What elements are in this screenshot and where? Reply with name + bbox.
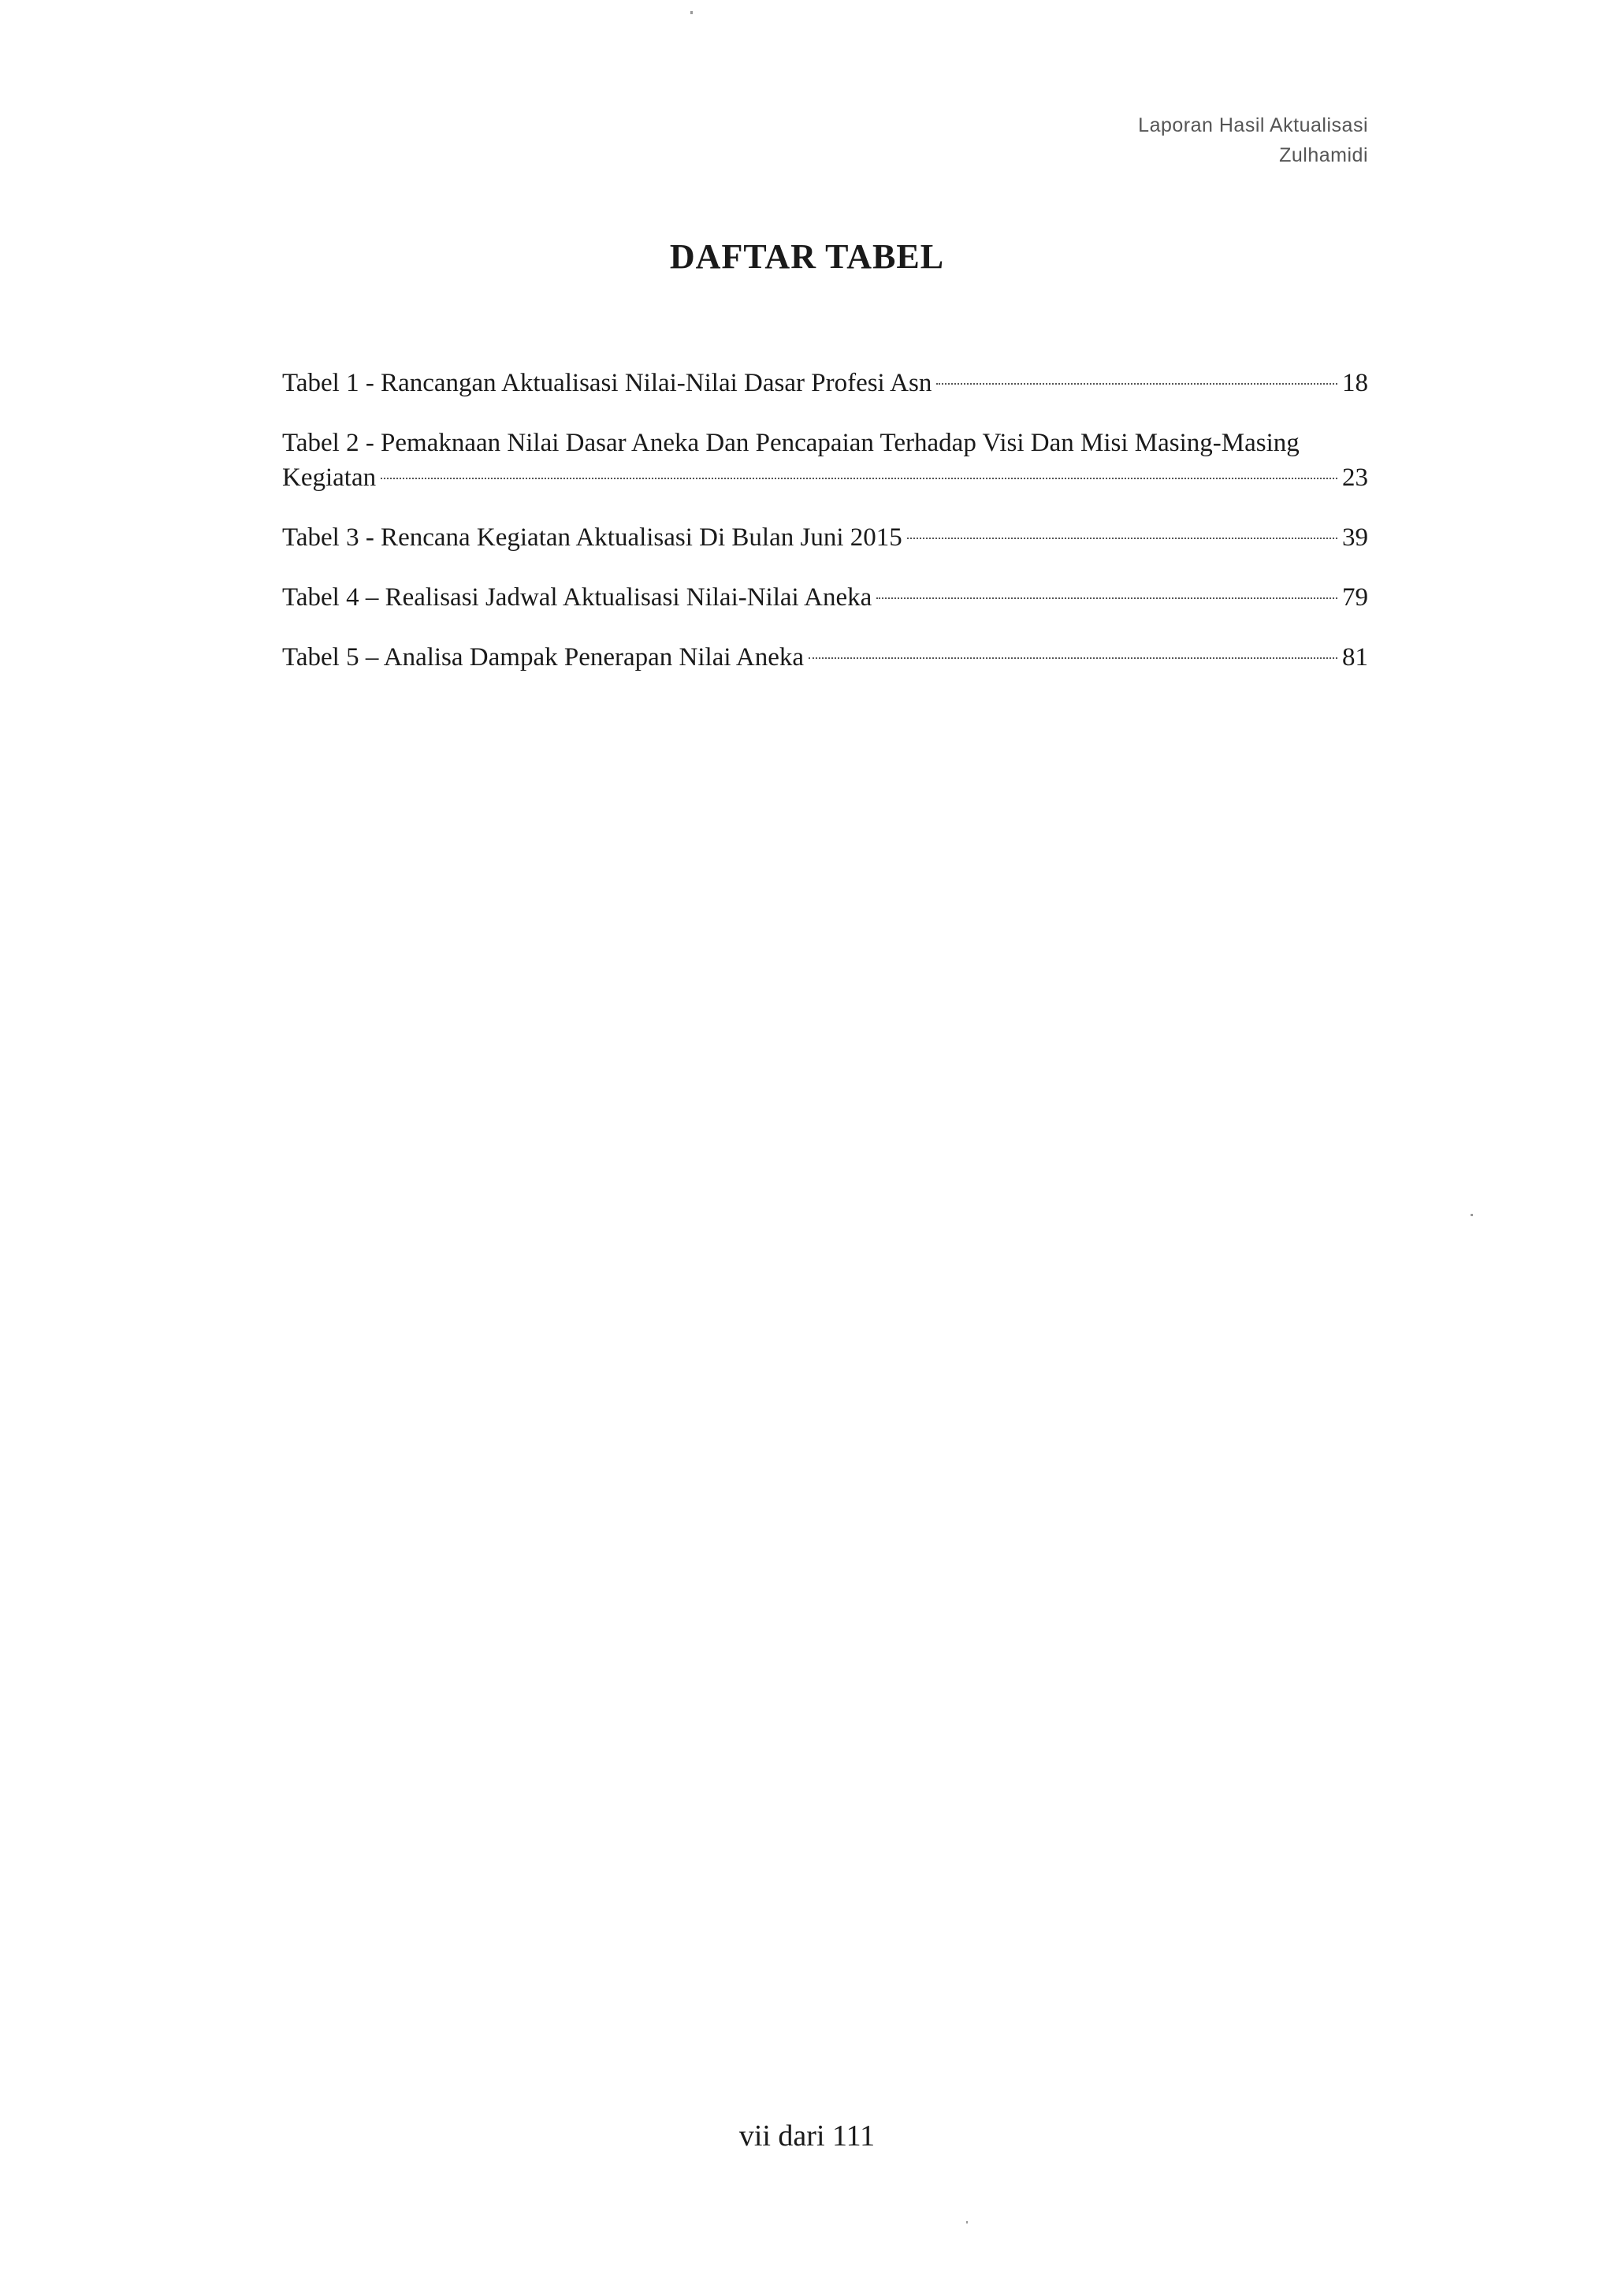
toc-entry-title-line2: Kegiatan [282, 463, 377, 492]
toc-entry-page: 18 [1342, 369, 1368, 397]
dot-leader [907, 538, 1337, 539]
toc-entry-page: 79 [1342, 583, 1368, 612]
toc-entry-title: Tabel 4 – Realisasi Jadwal Aktualisasi Nilai-Nilai Aneka [282, 583, 872, 612]
dot-leader [876, 597, 1337, 599]
toc-entry-title: Tabel 5 – Analisa Dampak Penerapan Nilai Aneka [282, 643, 805, 672]
toc-line [282, 460, 1368, 495]
toc-entry-tabel-1[interactable] [282, 366, 1368, 400]
toc-entry-tabel-5[interactable] [282, 640, 1368, 675]
scan-speck [690, 11, 693, 14]
running-header [1138, 110, 1368, 170]
toc-entry-tabel-4[interactable] [282, 580, 1368, 615]
dot-leader [936, 383, 1337, 385]
page-title: DAFTAR TABEL [669, 237, 945, 276]
toc-line [282, 580, 1368, 615]
header-report-title: Laporan Hasil Aktualisasi [1138, 114, 1368, 136]
scan-speck [1471, 1214, 1473, 1216]
scan-speck [966, 2221, 968, 2223]
toc-entry-page: 81 [1342, 643, 1368, 672]
toc-entry-title: Tabel 1 - Rancangan Aktualisasi Nilai-Nilai Dasar Profesi Asn [282, 369, 932, 397]
header-author: Zulhamidi [1279, 144, 1368, 166]
dot-leader [381, 478, 1337, 479]
dot-leader [809, 657, 1337, 659]
toc-entry-title-line1: Tabel 2 - Pemaknaan Nilai Dasar Aneka Dan Pencapaian Terhadap Visi Dan Misi Masing-Masing [282, 429, 1300, 457]
toc-entry-tabel-2[interactable] [282, 426, 1368, 495]
page-number: vii dari 111 [738, 2119, 876, 2153]
toc-entry-tabel-3[interactable] [282, 520, 1368, 555]
toc-entry-title: Tabel 3 - Rencana Kegiatan Aktualisasi Di Bulan Juni 2015 [282, 523, 902, 552]
table-of-tables [282, 366, 1368, 700]
toc-line [282, 520, 1368, 555]
toc-entry-page: 39 [1342, 523, 1368, 552]
toc-line [282, 366, 1368, 400]
toc-line [282, 640, 1368, 675]
toc-entry-page: 23 [1342, 463, 1368, 492]
